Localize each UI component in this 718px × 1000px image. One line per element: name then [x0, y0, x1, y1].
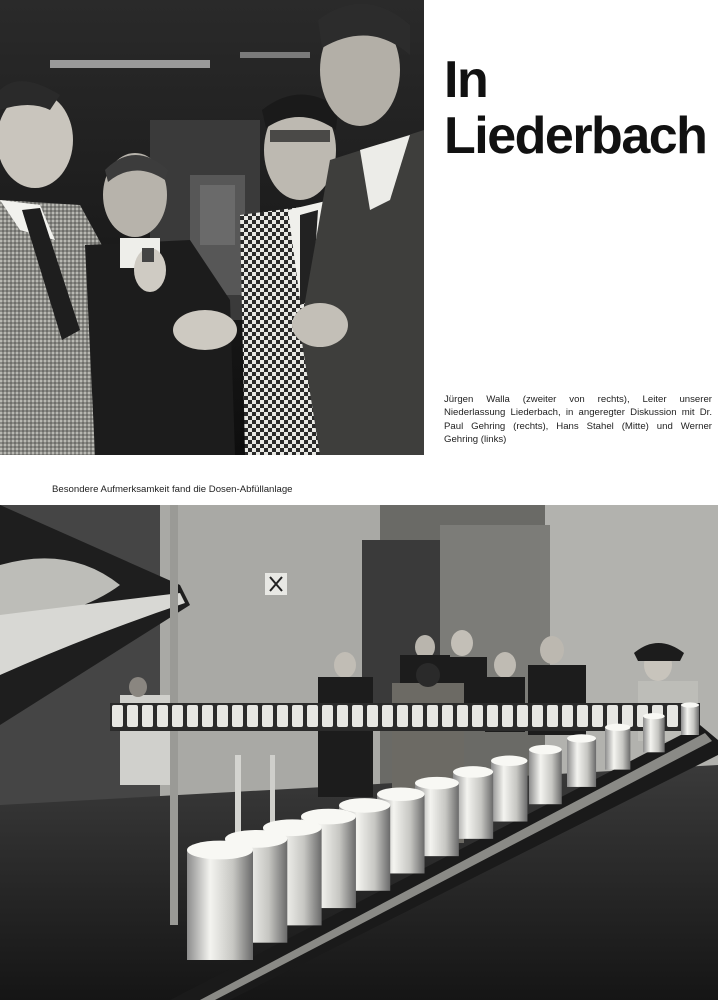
can-decor [472, 705, 483, 727]
can-decor [412, 705, 423, 727]
can-decor [532, 705, 543, 727]
can-decor [529, 745, 562, 804]
top-photo-graphic [0, 0, 424, 455]
bottom-photo [0, 505, 718, 1000]
can-decor [397, 705, 408, 727]
can-decor [427, 705, 438, 727]
can-decor [453, 766, 493, 839]
can-decor [232, 705, 243, 727]
can-decor [382, 705, 393, 727]
can-decor [127, 705, 138, 727]
can-decor [442, 705, 453, 727]
can-decor [112, 705, 123, 727]
can-decor [622, 705, 633, 727]
can-decor [577, 705, 588, 727]
top-photo [0, 0, 424, 455]
can-decor [307, 705, 318, 727]
can-decor [643, 713, 665, 752]
can-decor [491, 756, 527, 822]
article-headline [444, 52, 714, 164]
can-decor [517, 705, 528, 727]
top-photo-caption: Jürgen Walla (zweiter von rechts), Leiter unserer Niederlassung Liederbach, in angeregter Diskussion mit Dr. Paul Gehring (rechts), Hans Stahel (Mitte) und Werner Gehring (links) [444, 394, 712, 446]
can-decor [337, 705, 348, 727]
can-decor [277, 705, 288, 727]
can-decor [202, 705, 213, 727]
bottom-photo-caption: Besondere Aufmerksamkeit fand die Dosen-Abfüllanlage [52, 484, 293, 495]
can-decor [187, 705, 198, 727]
can-decor [172, 705, 183, 727]
can-decor [367, 705, 378, 727]
can-decor [502, 705, 513, 727]
can-decor [607, 705, 618, 727]
can-decor [322, 705, 333, 727]
can-decor [247, 705, 258, 727]
can-decor [352, 705, 363, 727]
can-decor [292, 705, 303, 727]
can-decor [547, 705, 558, 727]
headline-line-2: Liederbach [444, 107, 707, 165]
can-decor [667, 705, 678, 727]
headline-line-1: In [444, 51, 488, 109]
can-decor [487, 705, 498, 727]
can-decor [605, 724, 630, 770]
bottom-photo-graphic [0, 505, 718, 1000]
can-decor [567, 734, 596, 787]
can-decor [217, 705, 228, 727]
can-decor [157, 705, 168, 727]
can-decor [262, 705, 273, 727]
can-decor [457, 705, 468, 727]
can-decor [681, 702, 699, 735]
can-decor [142, 705, 153, 727]
can-decor [562, 705, 573, 727]
can-decor [592, 705, 603, 727]
can-decor [187, 841, 253, 960]
